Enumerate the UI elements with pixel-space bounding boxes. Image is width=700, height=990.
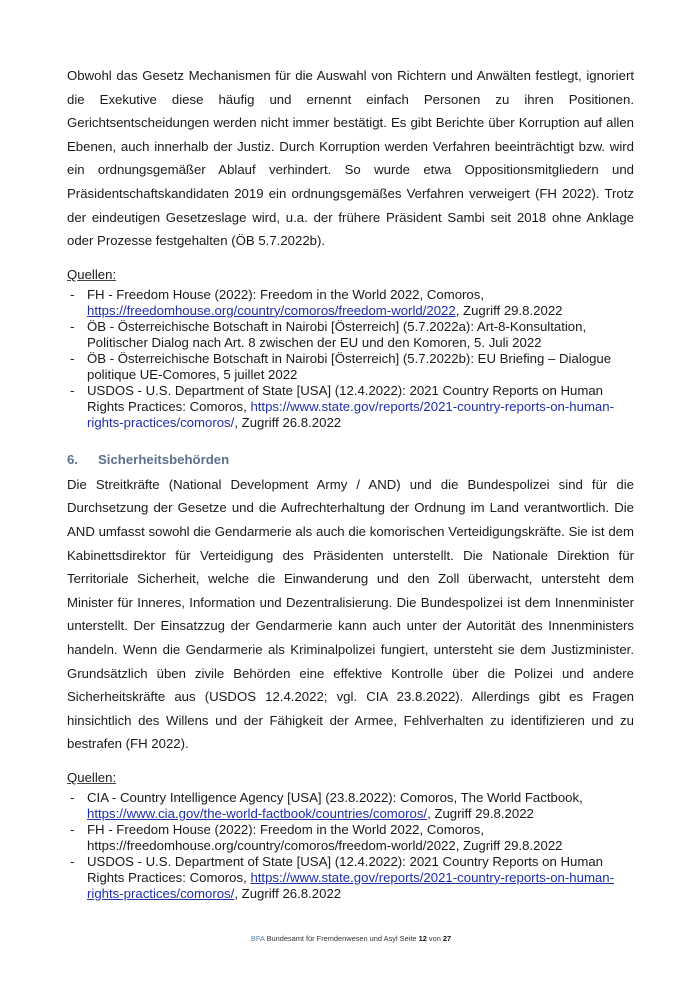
list-dash: -	[70, 853, 75, 869]
source-item-ob-a	[67, 319, 634, 351]
source-item-fh	[67, 287, 634, 319]
source-access-date: , Zugriff 29.8.2022	[427, 805, 534, 821]
list-dash: -	[70, 789, 75, 805]
source-text: FH - Freedom House (2022): Freedom in the World 2022, Comoros,	[87, 821, 485, 837]
footer-page-total: 27	[442, 934, 452, 943]
source-text: USDOS - U.S. Department of State [USA] (12.4.2022): 2021 Country Reports on Human Rights Practices: Comoros,	[87, 853, 604, 885]
source-text: ÖB - Österreichische Botschaft in Nairobi [Österreich] (5.7.2022b): EU Briefing – Dialogue politique UE-Comores, 5 juillet 2022	[87, 350, 612, 382]
source-access-date: , Zugriff 26.8.2022	[234, 885, 342, 901]
source-text: USDOS - U.S. Department of State [USA] (12.4.2022): 2021 Country Reports on Human Rights Practices: Comoros,	[87, 382, 604, 414]
section-paragraph: Die Streitkräfte (National Development Army / AND) und die Bundespolizei sind für die Durchsetzung der Gesetze und die Aufrechterhaltung der Ordnung im Land verantwortlich. Die AND umfasst sowohl die Gendarmerie als auch die komorischen Verteidigungskräfte. Sie ist dem Kabinettsdirektor für Verteidigung des Präsidenten unterstellt. Die Nationale Direktion für Territoriale Sicherheit, welche die Einwanderung und den Zoll überwacht, untersteht dem Minister für Inneres, Information und Dezentralisierung. Die Bundespolizei ist dem Innenminister unterstellt. Der Einsatzzug der Gendarmerie kann auch unter der Autorität des Innenministers handeln. Wenn die Gendarmerie als Kriminalpolizei fungiert, untersteht sie dem Justizminister. Grundsätzlich üben zivile Behörden eine effektive Kontrolle über die Polizei und andere Sicherheitskräfte aus (USDOS 12.4.2022; vgl. CIA 23.8.2022). Allerdings gibt es Fragen hinsichtlich des Willens und der Fähigkeit der Armee, Fehlverhalten zu identifizieren und zu bestrafen (FH 2022).	[67, 476, 634, 752]
source-link-freedomhouse[interactable]: https://freedomhouse.org/country/comoros/freedom-world/2022	[87, 302, 456, 318]
source-access-date: , Zugriff 29.8.2022	[455, 302, 563, 318]
list-dash: -	[70, 318, 75, 334]
source-item-cia	[67, 790, 634, 822]
footer-organization: Bundesamt für Fremdenwesen und Asyl	[266, 934, 398, 943]
source-link-state-gov[interactable]: https://www.state.gov/reports/2021-country-reports-on-human-rights-practices/comoros/	[87, 398, 614, 430]
list-dash: -	[70, 382, 75, 398]
source-access-date: , Zugriff 26.8.2022	[234, 414, 342, 430]
sources-list	[67, 790, 634, 902]
source-link-cia[interactable]: https://www.cia.gov/the-world-factbook/countries/comoros/	[87, 805, 428, 821]
sources-block-2	[67, 770, 634, 902]
list-dash: -	[70, 821, 75, 837]
footer-page-of: von	[428, 934, 441, 943]
footer-page-label: Seite	[399, 934, 417, 943]
section-heading	[67, 451, 634, 469]
section-title: Sicherheitsbehörden	[98, 451, 230, 467]
footer-page-current: 12	[418, 934, 427, 943]
source-text: CIA - Country Intelligence Agency [USA] (23.8.2022): Comoros, The World Factbook,	[87, 789, 583, 805]
section-number: 6.	[67, 451, 78, 467]
source-url-plain: https://freedomhouse.org/country/comoros/freedom-world/2022	[87, 837, 456, 853]
sources-label: Quellen:	[67, 266, 117, 282]
list-dash: -	[70, 350, 75, 366]
document-page	[67, 64, 634, 902]
source-item-usdos	[67, 854, 634, 902]
bfa-logo-text: .BFA	[248, 934, 265, 943]
intro-paragraph: Obwohl das Gesetz Mechanismen für die Auswahl von Richtern und Anwälten festlegt, ignoriert die Exekutive diese häufig und ernennt einfach Personen zu ihren Positionen. Gerichtsentscheidungen werden nicht immer bestätigt. Es gibt Berichte über Korruption auf allen Ebenen, auch innerhalb der Justiz. Durch Korruption werden Verfahren beeinträchtigt bzw. wird ein ordnungsgemäßer Ablauf verhindert. So wurde etwa Oppositionsmitgliedern und Präsidentschaftskandidaten 2019 ein ordnungsgemäßes Verfahren verweigert (FH 2022). Trotz der eindeutigen Gesetzeslage wird, u.a. der frühere Präsident Sambi seit 2018 ohne Anklage oder Prozesse festgehalten (ÖB 5.7.2022b).	[67, 68, 634, 249]
source-link-state-gov[interactable]: https://www.state.gov/reports/2021-country-reports-on-human-rights-practices/comoros/	[87, 869, 614, 901]
source-item-ob-b	[67, 351, 634, 383]
source-text: FH - Freedom House (2022): Freedom in the World 2022, Comoros,	[87, 286, 485, 302]
page-footer	[0, 934, 700, 943]
list-dash: -	[70, 286, 75, 302]
source-text: ÖB - Österreichische Botschaft in Nairobi [Österreich] (5.7.2022a): Art-8-Konsultation, Politischer Dialog nach Art. 8 zwischen der EU und den Komoren, 5. Juli 2022	[87, 318, 587, 350]
sources-label: Quellen:	[67, 769, 117, 785]
sources-list	[67, 287, 634, 431]
sources-block-1	[67, 267, 634, 431]
source-item-fh	[67, 822, 634, 854]
source-item-usdos	[67, 383, 634, 431]
source-access-date: , Zugriff 29.8.2022	[455, 837, 563, 853]
